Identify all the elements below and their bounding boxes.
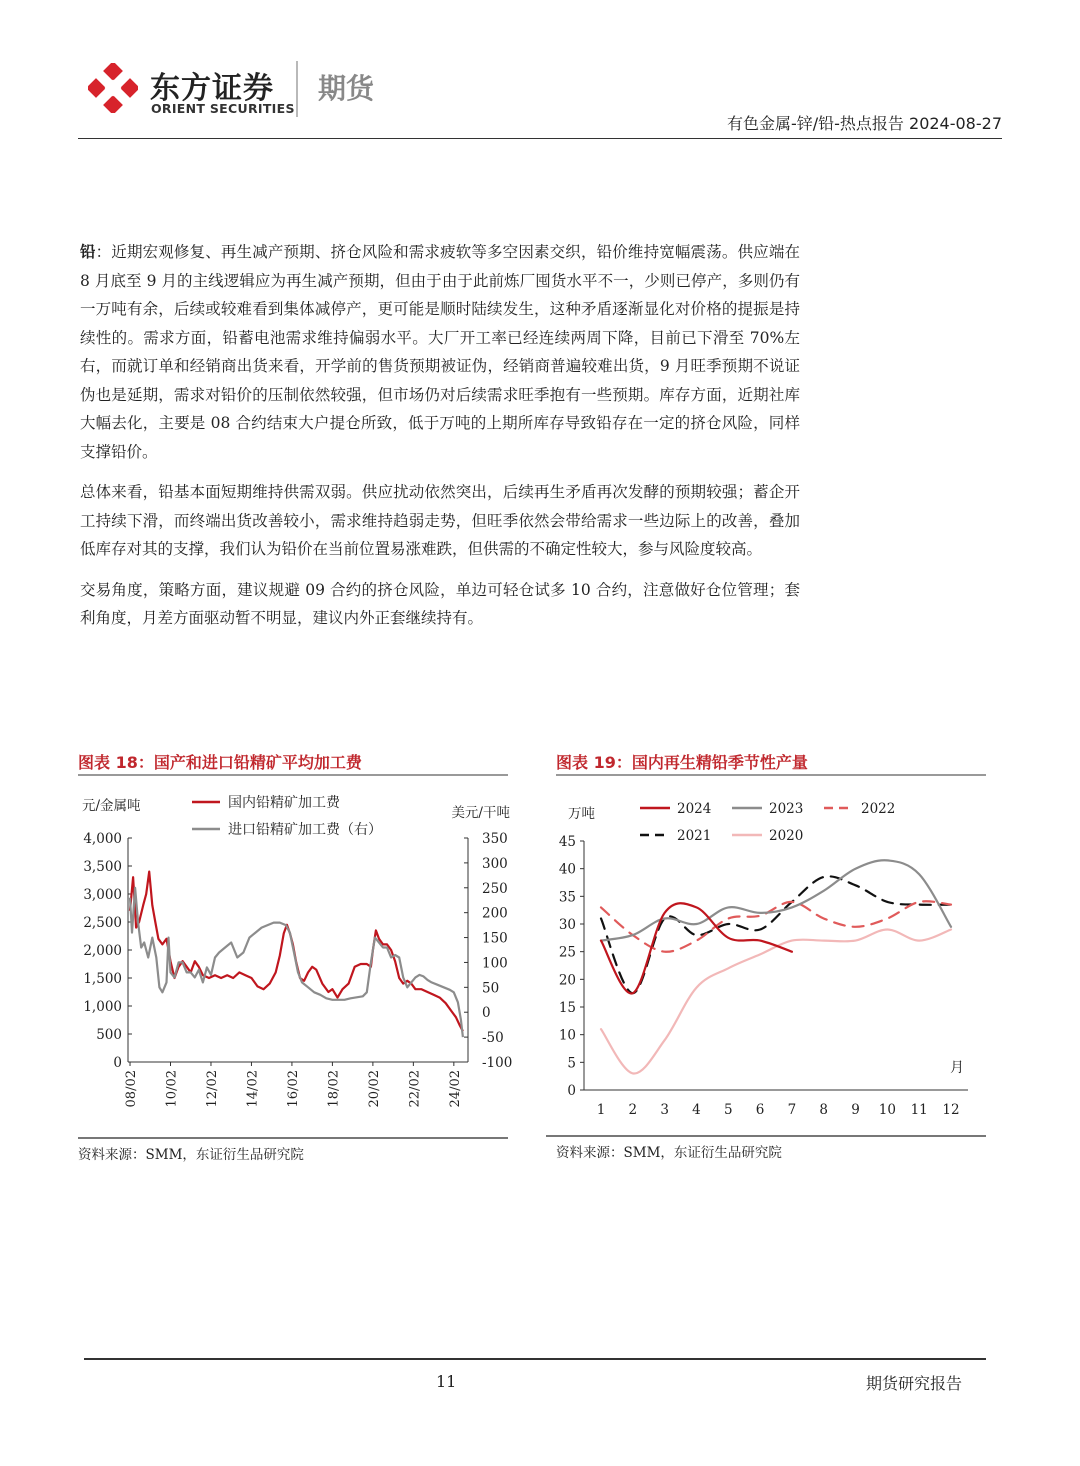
chart18-right-tick-label: -100 [482,1055,513,1071]
chart18-x-tick-label: 16/02 [285,1070,301,1108]
figure-19-chart [548,780,988,1130]
chart18-left-tick-label: 0 [113,1055,122,1071]
paragraph-lead-keyword: 铅 [80,242,96,261]
chart19-x-tick-label: 6 [755,1102,765,1118]
brand-subtitle: 期货 [318,72,375,105]
chart19-legend-label: 2022 [861,801,896,817]
orient-securities-logo-icon [88,63,138,113]
paragraph-summary: 总体来看，铅基本面短期维持供需双弱。供应扰动依然突出，后续再生矛盾再次发酵的预期较强；蓄企开工持续下滑，而终端出货改善较小，需求维持趋弱走势，但旺季依然会带给需求一些边际上的改善，叠加低库存对其的支撑，我们认为铅价在当前位置易涨难跌，但供需的不确定性较大，参与风险度较高。 [80,483,800,558]
chart19-series-line-2021 [601,876,951,993]
body-text [80,238,800,645]
chart18-right-tick-label: 50 [482,980,500,997]
chart18-left-tick-label: 2,000 [83,943,122,959]
figure-18-bottom-rule [78,1137,508,1139]
chart18-right-axis-title: 美元/干吨 [451,805,510,821]
brand-name-cn: 东方证券 [150,71,274,106]
chart18-x-tick-label: 22/02 [407,1070,423,1108]
page-number: 11 [436,1372,457,1391]
chart18-right-tick-label: -50 [482,1030,504,1047]
chart18-left-tick-label: 4,000 [83,831,122,847]
chart19-x-tick-label: 10 [878,1102,896,1118]
figure-18-chart [70,780,520,1130]
chart19-legend-label: 2021 [677,828,712,844]
page-header [78,55,1002,139]
chart19-y-tick-label: 40 [558,861,576,878]
chart18-left-tick-label: 500 [96,1027,122,1043]
chart18-left-tick-label: 3,500 [83,859,122,875]
chart19-y-tick-label: 10 [558,1027,576,1044]
chart19-y-tick-label: 25 [558,944,576,961]
chart18-left-axis-title: 元/金属吨 [82,798,141,814]
chart18-right-tick-label: 300 [482,855,508,872]
report-title: 有色金属-锌/铅-热点报告 2024-08-27 [726,114,1002,133]
chart18-x-tick-label: 20/02 [366,1070,382,1108]
chart19-x-tick-label: 5 [723,1102,733,1118]
chart18-x-tick-label: 10/02 [164,1070,180,1108]
chart19-series-line-2020 [601,930,951,1074]
chart19-y-tick-label: 5 [567,1055,576,1072]
footer-report-type: 期货研究报告 [865,1374,962,1393]
chart18-x-tick-label: 14/02 [245,1070,261,1108]
chart18-right-tick-label: 200 [482,905,508,922]
chart18-right-tick-label: 100 [482,955,508,972]
chart19-x-tick-label: 7 [787,1102,797,1118]
chart19-y-tick-label: 35 [558,889,576,906]
chart18-series-line-domestic [130,872,463,1032]
chart19-y-tick-label: 20 [558,972,576,989]
chart18-x-tick-label: 12/02 [204,1070,220,1108]
figure-19-title: 图表 19：国内再生精铅季节性产量 [556,753,808,772]
chart18-right-tick-label: 150 [482,930,508,947]
footer-rule [84,1358,986,1360]
chart18-left-tick-label: 1,500 [83,971,122,987]
chart19-x-tick-label: 9 [851,1102,860,1118]
chart19-y-tick-label: 45 [558,834,576,850]
brand-name-en: ORIENT SECURITIES [151,101,295,116]
chart18-x-tick-label: 24/02 [447,1070,463,1108]
chart19-x-tick-label: 8 [819,1102,829,1118]
chart18-series-line-import [130,888,463,1037]
chart19-y-tick-label: 30 [558,917,576,933]
chart19-y-tick-label: 0 [567,1083,576,1099]
paragraph-lead-text: ：近期宏观修复、再生减产预期、挤仓风险和需求疲软等多空因素交织，铅价维持宽幅震荡。供应端在 8 月底至 9 月的主线逻辑应为再生减产预期，但由于由于此前炼厂囤货水平不一，少则已停产，多则仍有一万吨有余，后续或较难看到集体减停产，更可能是顺时陆续发生，这种矛盾逐渐显化对价格的提振是持续性的。需求方面，铅蓄电池需求维持偏弱水平。大厂开工率已经连续两周下降，目前已下滑至 70%左右，而就订单和经销商出货来看，开学前的售货预期被证伪，经销商普遍较难出货，9 月旺季预期不说证伪也是延期，需求对铅价的压制依然较强，但市场仍对后续需求旺季抱有一些预期。库存方面，近期社库大幅去化，主要是 08 合约结束大户提仓所致，低于万吨的上期所库存导致铅存在一定的挤仓风险，同样支撑铅价。 [80,243,800,461]
chart18-right-tick-label: 250 [482,880,508,897]
chart19-legend-label: 2023 [769,801,804,817]
chart18-legend-label: 进口铅精矿加工费（右） [228,822,382,838]
chart18-left-tick-label: 3,000 [83,887,122,903]
chart19-legend-label: 2020 [769,828,804,844]
chart19-x-tick-label: 4 [692,1102,701,1118]
figure-19-source: 资料来源：SMM，东证衍生品研究院 [556,1145,782,1161]
chart19-series-line-2023 [601,860,951,940]
chart19-series-line-2024 [601,903,792,993]
chart18-right-tick-label: 350 [482,831,508,847]
chart19-x-axis-title: 月 [950,1060,964,1076]
brand-divider [296,61,298,117]
chart18-left-tick-label: 2,500 [83,915,122,931]
figure-19-bottom-rule [546,1135,986,1137]
figure-18-source: 资料来源：SMM，东证衍生品研究院 [78,1147,304,1163]
chart19-y-axis-title: 万吨 [568,806,595,822]
chart18-legend-label: 国内铅精矿加工费 [228,795,340,811]
paragraph-lead [80,238,800,466]
chart19-y-tick-label: 15 [558,1000,576,1016]
chart19-legend-label: 2024 [677,801,712,817]
chart19-x-tick-label: 1 [596,1102,606,1118]
figure-18-top-rule [78,774,508,776]
chart19-x-tick-label: 11 [910,1102,928,1118]
chart19-x-tick-label: 2 [628,1102,638,1118]
figure-19-top-rule [556,774,986,776]
chart18-x-tick-label: 18/02 [326,1070,342,1108]
chart19-x-tick-label: 3 [660,1102,669,1118]
chart18-left-tick-label: 1,000 [83,999,122,1015]
chart18-x-tick-label: 08/02 [124,1070,140,1108]
paragraph-strategy: 交易角度，策略方面，建议规避 09 合约的挤仓风险，单边可轻仓试多 10 合约，注意做好仓位管理；套利角度，月差方面驱动暂不明显，建议内外正套继续持有。 [80,580,800,627]
chart19-x-tick-label: 12 [942,1102,960,1118]
figure-18-title: 图表 18：国产和进口铅精矿平均加工费 [78,753,362,772]
chart18-right-tick-label: 0 [482,1005,491,1022]
